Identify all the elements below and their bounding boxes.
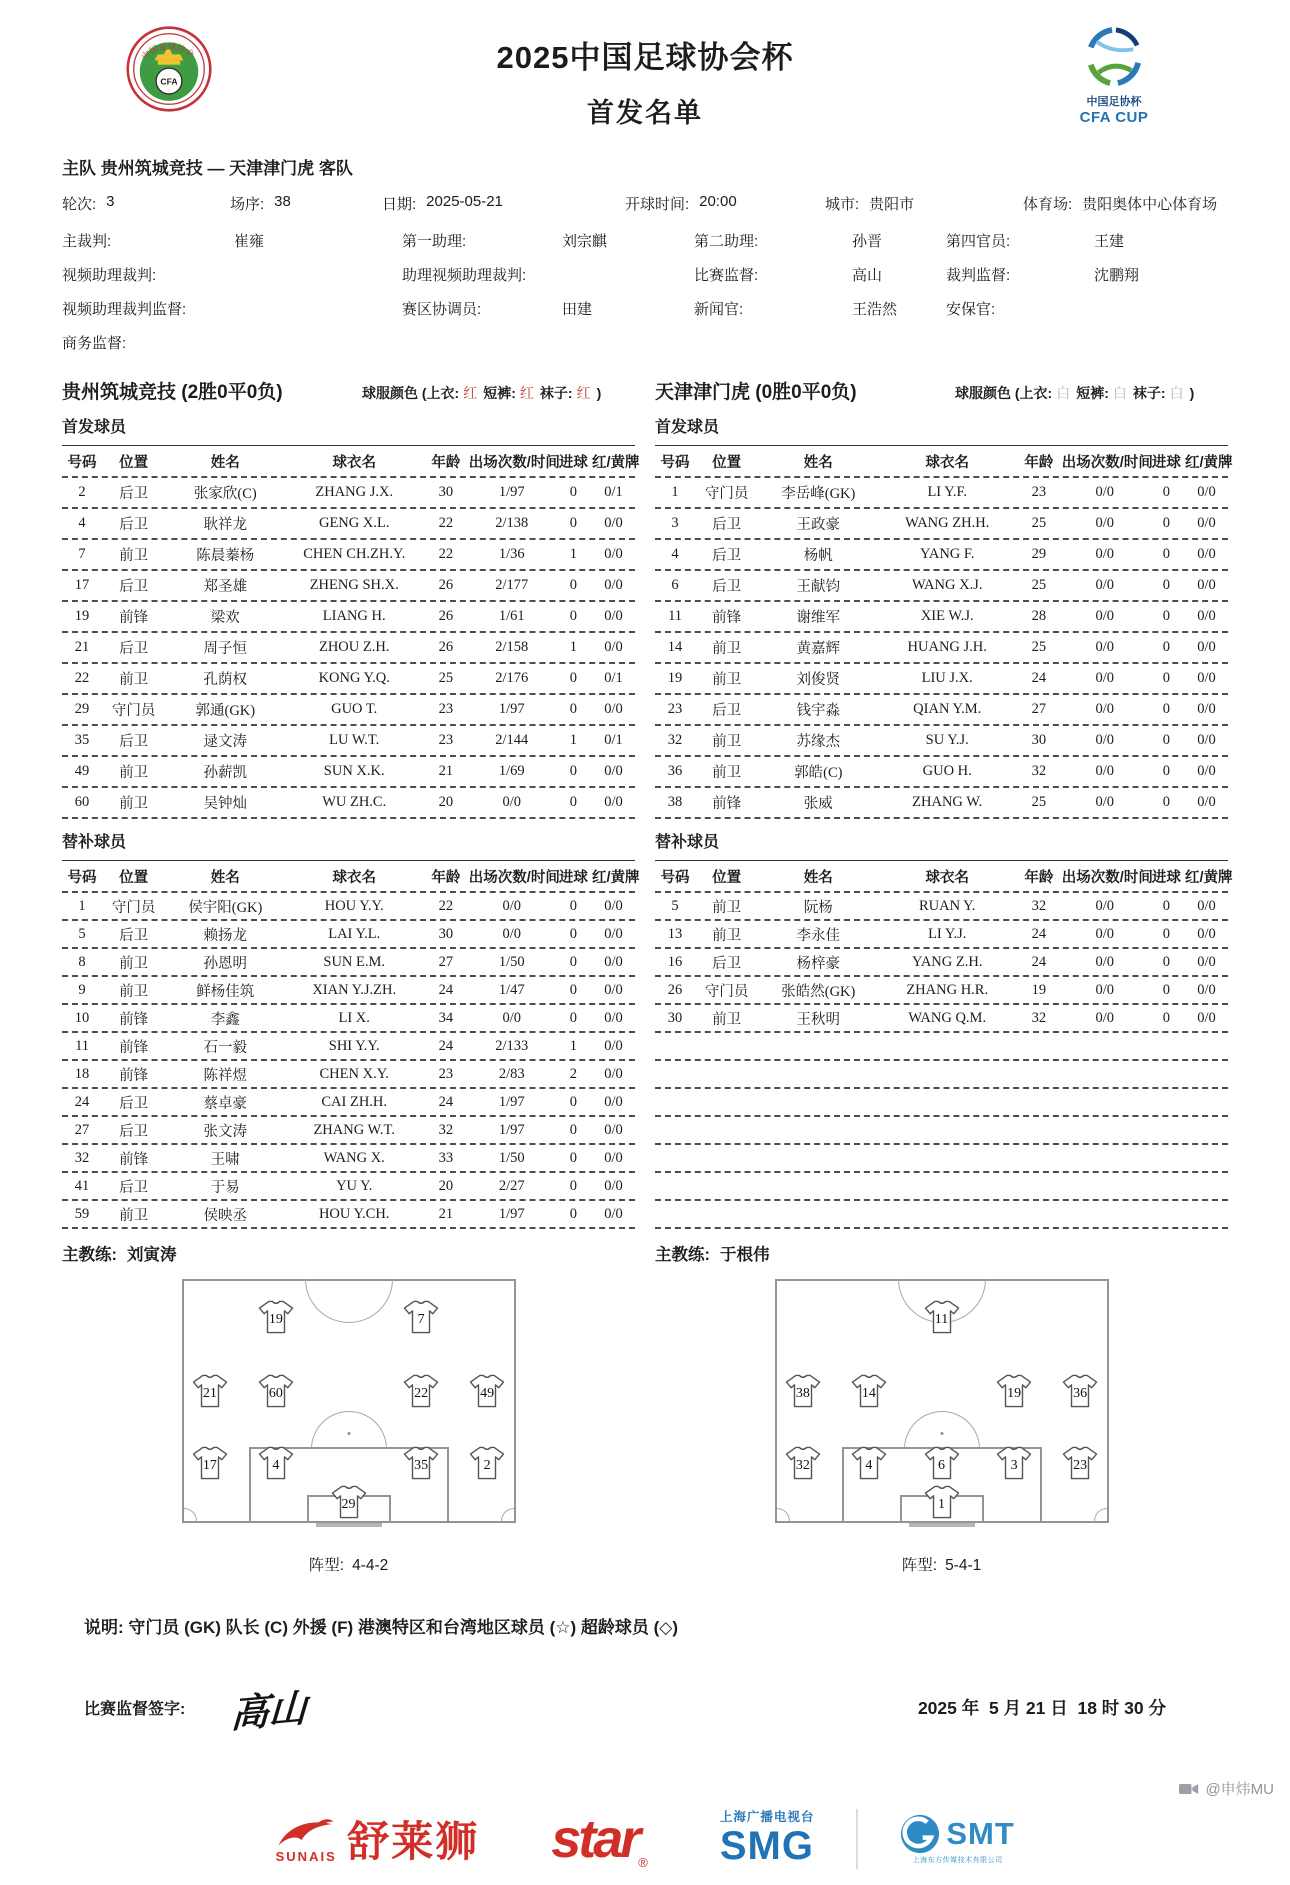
camera-icon [1179, 1782, 1199, 1796]
col-jersey-name: 球衣名 [925, 454, 969, 471]
table-row: 10 前锋 李鑫 LI X. 34 0/0 0 0/0 [62, 1005, 635, 1033]
official-label: 第四官员: [946, 233, 1011, 250]
info-label: 开球时间: [625, 196, 690, 213]
info-label: 城市: [825, 196, 860, 213]
official-cell [402, 230, 694, 251]
table-row: 32 前锋 王啸 WANG X. 33 1/50 0 0/0 [62, 1145, 635, 1173]
col-number: 号码 [660, 454, 690, 471]
away-coach-name: 于根伟 [720, 1246, 770, 1264]
official-label: 商务监督: [62, 335, 127, 352]
table-row: 59 前卫 侯映丞 HOU Y.CH. 21 1/97 0 0/0 [62, 1201, 635, 1229]
sponsor-strip [62, 1793, 1228, 1885]
cup-logo-en: CFA CUP [1079, 109, 1149, 126]
jersey-icon [784, 1374, 822, 1408]
col-jersey-name: 球衣名 [332, 869, 376, 886]
col-jersey-name: 球衣名 [925, 869, 969, 886]
svg-text:CFA: CFA [160, 76, 178, 87]
away-subs-label: 替补球员 [655, 834, 720, 851]
col-position: 位置 [119, 869, 149, 886]
official-cell [62, 332, 402, 353]
watermark-handle: @申炜MU [1205, 1781, 1274, 1798]
svg-text:中国足球协会: 中国足球协会 [139, 40, 197, 62]
home-coach: 主教练: 刘寅涛 [62, 1246, 177, 1264]
col-goals: 进球 [1151, 454, 1181, 471]
table-row: 27 后卫 张文涛 ZHANG W.T. 32 1/97 0 0/0 [62, 1117, 635, 1145]
col-apps-time: 出场次数/时间 [468, 454, 560, 471]
official-label: 助理视频助理裁判: [402, 267, 527, 284]
table-row: 32 前卫 苏缘杰 SU Y.J. 30 0/0 0 0/0 [655, 726, 1228, 757]
sunais-fox-icon [275, 1815, 337, 1851]
col-cards: 红/黄牌 [1184, 869, 1233, 886]
official-label: 裁判监督: [946, 267, 1011, 284]
table-row: 19 前卫 刘俊贤 LIU J.X. 24 0/0 0 0/0 [655, 664, 1228, 695]
table-row: 29 守门员 郭通(GK) GUO T. 23 1/97 0 0/0 [62, 695, 635, 726]
away-team-section [655, 373, 1233, 1575]
official-value: 孙晋 [852, 233, 883, 250]
official-value: 崔雍 [234, 233, 265, 250]
match-info-row [62, 193, 1228, 214]
sponsor-divider [856, 1809, 858, 1869]
col-goals: 进球 [558, 454, 588, 471]
signature-row [62, 1680, 1228, 1735]
official-label: 新闻官: [694, 301, 744, 318]
away-starters-label: 首发球员 [655, 419, 720, 436]
jersey-number: 14 [861, 1386, 876, 1402]
table-row: 4 后卫 耿祥龙 GENG X.L. 22 2/138 0 0/0 [62, 509, 635, 540]
col-cards: 红/黄牌 [591, 454, 640, 471]
info-label: 场序: [230, 196, 265, 213]
col-age: 年龄 [1024, 454, 1054, 471]
legend-note: 说明: 守门员 (GK) 队长 (C) 外援 (F) 港澳特区和台湾地区球员 (☆) 超龄球员 (◇) [84, 1618, 678, 1637]
jersey-icon [850, 1446, 888, 1480]
jersey-icon [402, 1374, 440, 1408]
table-row: 19 前锋 梁欢 LIANG H. 26 1/61 0 0/0 [62, 602, 635, 633]
table-row: 18 前锋 陈祥煜 CHEN X.Y. 23 2/83 2 0/0 [62, 1061, 635, 1089]
official-label: 视频助理裁判监督: [62, 301, 187, 318]
cfa-emblem-icon [126, 26, 212, 112]
official-cell [62, 264, 402, 285]
table-row: 5 后卫 赖扬龙 LAI Y.L. 30 0/0 0 0/0 [62, 921, 635, 949]
match-teams-line: 主队 贵州筑城竞技 — 天津津门虎 客队 [62, 159, 353, 178]
jersey-number: 38 [795, 1386, 810, 1402]
home-formation-pitch [182, 1279, 516, 1523]
jersey-number: 6 [938, 1458, 945, 1474]
info-value: 38 [274, 193, 291, 210]
table-row: 8 前卫 孙恩明 SUN E.M. 27 1/50 0 0/0 [62, 949, 635, 977]
jersey-icon [1061, 1446, 1099, 1480]
home-subs-rows [62, 893, 635, 1229]
info-value: 3 [106, 193, 115, 210]
info-label: 轮次: [62, 196, 97, 213]
jersey-icon [191, 1446, 229, 1480]
table-header-row [655, 861, 1233, 893]
away-starters-table [655, 445, 1233, 819]
table-row [655, 1145, 1228, 1173]
table-row [655, 1089, 1228, 1117]
table-row [655, 1061, 1228, 1089]
table-row: 7 前卫 陈晨蓁杨 CHEN CH.ZH.Y. 22 1/36 1 0/0 [62, 540, 635, 571]
table-row: 1 守门员 李岳峰(GK) LI Y.F. 23 0/0 0 0/0 [655, 478, 1228, 509]
jersey-icon [257, 1300, 295, 1334]
home-pitch-players [184, 1281, 514, 1521]
table-header-row [62, 861, 640, 893]
home-starters-label: 首发球员 [62, 419, 127, 436]
match-info-item [62, 193, 230, 214]
jersey-number: 1 [938, 1496, 945, 1512]
teams-wrap [62, 373, 1233, 1575]
cfa-logo [126, 26, 212, 117]
table-row: 14 前卫 黄嘉辉 HUANG J.H. 25 0/0 0 0/0 [655, 633, 1228, 664]
table-row: 9 前卫 鲜杨佳筑 XIAN Y.J.ZH. 24 1/47 0 0/0 [62, 977, 635, 1005]
jersey-icon [402, 1446, 440, 1480]
cfa-cup-logo [1066, 28, 1162, 126]
sunais-cn-name: 舒莱狮 [347, 1818, 480, 1865]
page-subtitle: 首发名单 [587, 98, 703, 128]
match-info-item [1023, 193, 1217, 214]
jersey-number: 3 [1010, 1458, 1018, 1474]
table-header-row [62, 446, 640, 478]
official-cell [946, 264, 1228, 285]
table-row: 21 后卫 周子恒 ZHOU Z.H. 26 2/158 1 0/0 [62, 633, 635, 664]
jersey-icon [995, 1374, 1033, 1408]
table-row: 13 前卫 李永佳 LI Y.J. 24 0/0 0 0/0 [655, 921, 1228, 949]
sponsor-star: star® [551, 1809, 648, 1870]
table-row: 35 后卫 逯文涛 LU W.T. 23 2/144 1 0/1 [62, 726, 635, 757]
page-title: 2025中国足球协会杯 [496, 40, 794, 75]
official-label: 比赛监督: [694, 267, 759, 284]
col-number: 号码 [67, 869, 97, 886]
col-position: 位置 [712, 869, 742, 886]
jersey-icon [257, 1374, 295, 1408]
home-team-section [62, 373, 640, 1575]
info-value: 贵阳奥体中心体育场 [1082, 196, 1218, 213]
jersey-number: 49 [480, 1386, 495, 1402]
cup-logo-cn: 中国足协杯 [1086, 96, 1142, 108]
jersey-number: 35 [414, 1458, 429, 1474]
official-cell [946, 298, 1228, 319]
jersey-icon [850, 1374, 888, 1408]
col-jersey-name: 球衣名 [332, 454, 376, 471]
table-row: 11 前锋 谢维军 XIE W.J. 28 0/0 0 0/0 [655, 602, 1228, 633]
supervisor-signature: 高山 [230, 1687, 309, 1737]
jersey-icon [257, 1446, 295, 1480]
jersey-number: 22 [414, 1386, 429, 1402]
jersey-icon [468, 1374, 506, 1408]
home-coach-name: 刘寅涛 [127, 1246, 177, 1264]
col-age: 年龄 [1024, 869, 1054, 886]
table-row: 23 后卫 钱宇淼 QIAN Y.M. 27 0/0 0 0/0 [655, 695, 1228, 726]
jersey-number: 17 [202, 1458, 217, 1474]
officials-grid [62, 230, 1228, 353]
table-row: 24 后卫 蔡卓豪 CAI ZH.H. 24 1/97 0 0/0 [62, 1089, 635, 1117]
jersey-icon [1061, 1374, 1099, 1408]
info-label: 体育场: [1023, 196, 1073, 213]
smt-globe-icon [900, 1814, 940, 1854]
match-info-item [382, 193, 625, 214]
jersey-number: 29 [341, 1496, 356, 1512]
official-label: 视频助理裁判: [62, 267, 157, 284]
table-row: 11 前锋 石一毅 SHI Y.Y. 24 2/133 1 0/0 [62, 1033, 635, 1061]
col-cards: 红/黄牌 [1184, 454, 1233, 471]
col-apps-time: 出场次数/时间 [468, 869, 560, 886]
away-subs-table [655, 860, 1233, 1229]
table-row [655, 1173, 1228, 1201]
table-row [655, 1201, 1228, 1229]
jersey-number: 19 [268, 1311, 283, 1327]
col-cards: 红/黄牌 [591, 869, 640, 886]
away-formation-pitch [775, 1279, 1109, 1523]
signature-datetime: 2025 年 5 月 21 日 18 时 30 分 [917, 1698, 1166, 1718]
col-position: 位置 [712, 454, 742, 471]
jersey-number: 4 [865, 1458, 873, 1474]
jersey-icon [330, 1485, 368, 1519]
official-label: 安保官: [946, 301, 996, 318]
away-subs-rows [655, 893, 1228, 1229]
official-cell [694, 264, 946, 285]
official-value: 王浩然 [852, 301, 898, 318]
home-team-header [62, 377, 635, 404]
official-cell [694, 230, 946, 251]
jersey-number: 4 [272, 1458, 280, 1474]
official-cell [402, 298, 694, 319]
away-pitch-players [777, 1281, 1107, 1521]
signature-label: 比赛监督签字: [84, 1701, 186, 1718]
page-header [62, 26, 1228, 144]
sponsor-sunais [275, 1809, 479, 1869]
col-name: 姓名 [803, 454, 833, 471]
official-cell [62, 230, 402, 251]
jersey-icon [923, 1300, 961, 1334]
away-team-header [655, 377, 1228, 404]
jersey-icon [402, 1300, 440, 1334]
jersey-icon [191, 1374, 229, 1408]
col-apps-time: 出场次数/时间 [1061, 454, 1153, 471]
jersey-number: 60 [268, 1386, 283, 1402]
official-label: 赛区协调员: [402, 301, 482, 318]
col-goals: 进球 [1151, 869, 1181, 886]
official-cell [946, 230, 1228, 251]
home-kit-colors: 球服颜色 (上衣: 红 短裤: 红 袜子: 红 ) [362, 385, 602, 401]
table-row: 3 后卫 王政豪 WANG ZH.H. 25 0/0 0 0/0 [655, 509, 1228, 540]
table-row: 1 守门员 侯宇阳(GK) HOU Y.Y. 22 0/0 0 0/0 [62, 893, 635, 921]
official-label: 第一助理: [402, 233, 467, 250]
jersey-icon [923, 1446, 961, 1480]
away-kit-colors: 球服颜色 (上衣: 白 短裤: 白 袜子: 白 ) [955, 385, 1195, 401]
match-info-item [230, 193, 382, 214]
official-value: 高山 [852, 267, 883, 284]
official-value: 田建 [562, 301, 593, 318]
table-row: 60 前卫 吴钟灿 WU ZH.C. 20 0/0 0 0/0 [62, 788, 635, 819]
col-number: 号码 [660, 869, 690, 886]
info-value: 2025-05-21 [426, 193, 503, 210]
away-starters-rows [655, 478, 1228, 819]
smt-company-name: 上海东方传媒技术有限公司 [912, 1856, 1003, 1864]
col-age: 年龄 [431, 869, 461, 886]
table-row: 16 后卫 杨梓豪 YANG Z.H. 24 0/0 0 0/0 [655, 949, 1228, 977]
table-row [655, 1117, 1228, 1145]
table-row: 4 后卫 杨帆 YANG F. 29 0/0 0 0/0 [655, 540, 1228, 571]
sponsor-smt: SMT 上海东方传媒技术有限公司 [900, 1814, 1014, 1865]
jersey-icon [995, 1446, 1033, 1480]
match-info-item [825, 193, 1023, 214]
col-number: 号码 [67, 454, 97, 471]
table-row: 17 后卫 郑圣雄 ZHENG SH.X. 26 2/177 0 0/0 [62, 571, 635, 602]
jersey-number: 2 [483, 1458, 491, 1474]
jersey-icon [923, 1485, 961, 1519]
official-value: 沈鹏翔 [1094, 267, 1140, 284]
col-position: 位置 [119, 454, 149, 471]
watermark [1179, 1778, 1274, 1799]
jersey-number: 11 [934, 1311, 949, 1327]
jersey-number: 7 [417, 1311, 425, 1327]
away-team-name: 天津津门虎 (0胜0平0负) [655, 382, 857, 403]
jersey-number: 23 [1073, 1458, 1088, 1474]
home-starters-table [62, 445, 640, 819]
official-value: 刘宗麒 [562, 233, 608, 250]
sponsor-smg: 上海广播电视台 SMG [719, 1810, 815, 1868]
official-label: 第二助理: [694, 233, 759, 250]
jersey-number: 21 [202, 1386, 217, 1402]
col-name: 姓名 [803, 869, 833, 886]
table-row [655, 1033, 1228, 1061]
jersey-icon [468, 1446, 506, 1480]
official-cell [694, 298, 946, 319]
info-value: 20:00 [699, 193, 737, 210]
table-row: 36 前卫 郭皓(C) GUO H. 32 0/0 0 0/0 [655, 757, 1228, 788]
table-row: 22 前卫 孔荫权 KONG Y.Q. 25 2/176 0 0/1 [62, 664, 635, 695]
sunais-wordmark: SUNAIS [275, 1848, 337, 1864]
jersey-number: 19 [1007, 1386, 1022, 1402]
col-age: 年龄 [431, 454, 461, 471]
official-cell [402, 264, 694, 285]
cfa-cup-ball-icon [1085, 28, 1143, 86]
jersey-number: 32 [795, 1458, 810, 1474]
away-formation-label: 阵型: 5-4-1 [901, 1557, 982, 1574]
table-row: 26 守门员 张皓然(GK) ZHANG H.R. 19 0/0 0 0/0 [655, 977, 1228, 1005]
table-row: 49 前卫 孙薪凯 SUN X.K. 21 1/69 0 0/0 [62, 757, 635, 788]
col-name: 姓名 [210, 869, 240, 886]
home-subs-table [62, 860, 640, 1229]
table-row: 2 后卫 张家欣(C) ZHANG J.X. 30 1/97 0 0/1 [62, 478, 635, 509]
table-header-row [655, 446, 1233, 478]
home-formation-label: 阵型: 4-4-2 [308, 1557, 389, 1574]
home-subs-label: 替补球员 [62, 834, 127, 851]
match-info-item [625, 193, 825, 214]
col-apps-time: 出场次数/时间 [1061, 869, 1153, 886]
official-label: 主裁判: [62, 233, 112, 250]
table-row: 41 后卫 于易 YU Y. 20 2/27 0 0/0 [62, 1173, 635, 1201]
official-value: 王建 [1094, 233, 1125, 250]
col-goals: 进球 [558, 869, 588, 886]
official-cell [62, 298, 402, 319]
table-row: 30 前卫 王秋明 WANG Q.M. 32 0/0 0 0/0 [655, 1005, 1228, 1033]
info-value: 贵阳市 [869, 196, 915, 213]
home-team-name: 贵州筑城竞技 (2胜0平0负) [62, 382, 283, 403]
away-coach: 主教练: 于根伟 [655, 1246, 770, 1264]
info-label: 日期: [382, 196, 417, 213]
table-row: 6 后卫 王献钧 WANG X.J. 25 0/0 0 0/0 [655, 571, 1228, 602]
jersey-icon [784, 1446, 822, 1480]
jersey-number: 36 [1073, 1386, 1088, 1402]
home-starters-rows [62, 478, 635, 819]
table-row: 38 前锋 张威 ZHANG W. 25 0/0 0 0/0 [655, 788, 1228, 819]
col-name: 姓名 [210, 454, 240, 471]
table-row: 5 前卫 阮杨 RUAN Y. 32 0/0 0 0/0 [655, 893, 1228, 921]
